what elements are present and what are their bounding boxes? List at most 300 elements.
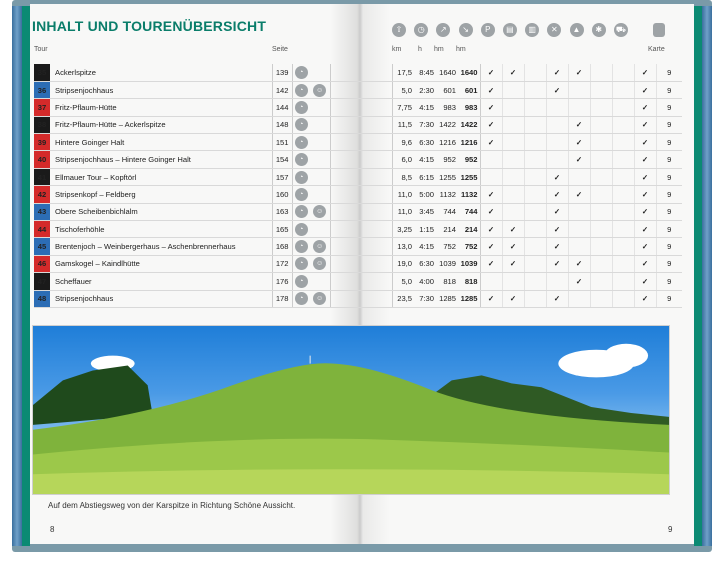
tour-hm-down: 214 xyxy=(458,221,480,238)
check-cell xyxy=(612,221,634,238)
check-cell xyxy=(590,168,612,185)
tour-hours: 7:30 xyxy=(414,290,436,307)
spacer xyxy=(330,221,392,238)
check-cell: ✓ xyxy=(568,151,590,168)
check-cell: ✓ xyxy=(546,81,568,98)
spacer xyxy=(330,203,392,220)
check-cell: ✓ xyxy=(634,238,656,255)
check-cell xyxy=(612,255,634,272)
tour-km: 3,25 xyxy=(392,221,414,238)
check-cell: ✓ xyxy=(634,151,656,168)
family-icon-cell xyxy=(310,151,330,168)
tour-name: Stripsenkopf – Feldberg xyxy=(50,186,272,203)
tour-hm-down: 1422 xyxy=(458,116,480,133)
restaurant-icon: ✕ xyxy=(547,23,561,37)
tour-km: 11,0 xyxy=(392,203,414,220)
check-cell xyxy=(590,64,612,81)
family-icon-cell xyxy=(310,81,330,98)
check-cell xyxy=(524,151,546,168)
check-cell xyxy=(590,203,612,220)
check-cell xyxy=(590,290,612,307)
difficulty-icon: ◔ xyxy=(295,84,308,97)
tour-page: 144 xyxy=(272,99,292,116)
tour-number: 38 xyxy=(34,116,50,133)
table-row xyxy=(34,134,682,151)
family-icon-cell xyxy=(310,221,330,238)
tour-hours: 7:30 xyxy=(414,116,436,133)
spacer xyxy=(330,64,392,81)
tour-hm-down: 1039 xyxy=(458,255,480,272)
check-cell: ✓ xyxy=(546,186,568,203)
tour-name: Ackerlspitze xyxy=(50,64,272,81)
difficulty-icon xyxy=(292,290,310,307)
table-row xyxy=(34,168,682,185)
tour-hm-up: 601 xyxy=(436,81,458,98)
check-cell: ✓ xyxy=(480,116,502,133)
check-cell xyxy=(502,99,524,116)
check-cell xyxy=(612,273,634,290)
check-cell xyxy=(568,203,590,220)
tour-hm-up: 752 xyxy=(436,238,458,255)
tour-map: 9 xyxy=(656,255,682,272)
hut-icon: ▲ xyxy=(570,23,584,37)
tour-hours: 4:15 xyxy=(414,99,436,116)
check-cell xyxy=(590,99,612,116)
check-cell xyxy=(524,81,546,98)
check-cell xyxy=(524,99,546,116)
spacer xyxy=(330,238,392,255)
difficulty-icon xyxy=(292,273,310,290)
tour-map: 9 xyxy=(656,186,682,203)
tour-km: 11,0 xyxy=(392,186,414,203)
check-cell: ✓ xyxy=(634,99,656,116)
page-number-left: 8 xyxy=(50,525,55,534)
tour-hours: 1:15 xyxy=(414,221,436,238)
check-cell xyxy=(502,186,524,203)
tour-hm-up: 1285 xyxy=(436,290,458,307)
tour-hm-up: 1255 xyxy=(436,168,458,185)
parking-icon: P xyxy=(481,23,495,37)
check-cell: ✓ xyxy=(546,168,568,185)
check-cell xyxy=(568,99,590,116)
tour-map: 9 xyxy=(656,134,682,151)
family-icon-cell xyxy=(310,134,330,151)
table-row xyxy=(34,151,682,168)
tour-number: 48 xyxy=(34,290,50,307)
check-cell xyxy=(524,168,546,185)
header-h: h xyxy=(418,46,422,53)
tour-hm-down: 1285 xyxy=(458,290,480,307)
tour-hm-down: 601 xyxy=(458,81,480,98)
family-icon: ☺ xyxy=(313,240,326,253)
check-cell: ✓ xyxy=(568,134,590,151)
tour-page: 172 xyxy=(272,255,292,272)
check-cell xyxy=(568,238,590,255)
check-cell: ✓ xyxy=(480,290,502,307)
check-cell: ✓ xyxy=(480,99,502,116)
check-cell: ✓ xyxy=(546,290,568,307)
difficulty-icon: ◔ xyxy=(295,188,308,201)
family-icon-cell xyxy=(310,168,330,185)
check-cell xyxy=(502,273,524,290)
tour-number: 44 xyxy=(34,221,50,238)
check-cell xyxy=(568,81,590,98)
check-cell: ✓ xyxy=(546,255,568,272)
tour-name: Brentenjoch – Weinbergerhaus – Aschenbrennerhaus xyxy=(50,238,272,255)
check-cell xyxy=(502,203,524,220)
family-icon: ☺ xyxy=(313,257,326,270)
tour-number: 39 xyxy=(34,134,50,151)
landscape-photo xyxy=(32,325,670,495)
tour-hm-up: 1039 xyxy=(436,255,458,272)
family-icon: ☺ xyxy=(313,84,326,97)
difficulty-icon: ◔ xyxy=(295,136,308,149)
family-icon: ☺ xyxy=(313,292,326,305)
tour-name: Fritz-Pflaum-Hütte xyxy=(50,99,272,116)
tour-number: 45 xyxy=(34,238,50,255)
tour-hm-up: 1640 xyxy=(436,64,458,81)
tour-map: 9 xyxy=(656,81,682,98)
spacer xyxy=(330,273,392,290)
table-row xyxy=(34,221,682,238)
tour-page: 178 xyxy=(272,290,292,307)
check-cell: ✓ xyxy=(502,221,524,238)
check-cell xyxy=(480,151,502,168)
tour-hm-up: 818 xyxy=(436,273,458,290)
tour-page: 165 xyxy=(272,221,292,238)
check-cell xyxy=(524,134,546,151)
check-cell: ✓ xyxy=(546,64,568,81)
photo-caption: Auf dem Abstiegsweg von der Karspitze in Richtung Schöne Aussicht. xyxy=(48,501,296,510)
clock-icon: ◷ xyxy=(414,23,428,37)
spacer xyxy=(330,186,392,203)
check-cell: ✓ xyxy=(546,238,568,255)
difficulty-icon: ◔ xyxy=(295,118,308,131)
difficulty-icon xyxy=(292,64,310,81)
tour-hm-up: 744 xyxy=(436,203,458,220)
check-cell xyxy=(502,168,524,185)
check-cell xyxy=(524,290,546,307)
check-cell: ✓ xyxy=(634,116,656,133)
check-cell: ✓ xyxy=(568,116,590,133)
tour-map: 9 xyxy=(656,168,682,185)
family-icon-cell xyxy=(310,255,330,272)
spacer xyxy=(330,151,392,168)
family-icon-cell xyxy=(310,99,330,116)
table-row xyxy=(34,255,682,272)
tour-page: 157 xyxy=(272,168,292,185)
tour-hm-down: 1255 xyxy=(458,168,480,185)
check-cell xyxy=(524,255,546,272)
tour-hm-up: 952 xyxy=(436,151,458,168)
tour-hours: 6:30 xyxy=(414,255,436,272)
family-icon-cell xyxy=(310,203,330,220)
check-cell xyxy=(480,168,502,185)
check-cell xyxy=(502,116,524,133)
tour-hm-down: 818 xyxy=(458,273,480,290)
hill-illustration xyxy=(33,326,669,494)
check-cell: ✓ xyxy=(634,81,656,98)
header-km: km xyxy=(392,46,402,53)
check-cell xyxy=(546,116,568,133)
tour-hm-up: 214 xyxy=(436,221,458,238)
difficulty-icon xyxy=(292,186,310,203)
check-cell: ✓ xyxy=(480,238,502,255)
tour-hm-down: 1640 xyxy=(458,64,480,81)
spacer xyxy=(330,134,392,151)
check-cell xyxy=(590,151,612,168)
tour-hm-down: 952 xyxy=(458,151,480,168)
check-cell xyxy=(502,134,524,151)
difficulty-icon: ◔ xyxy=(295,257,308,270)
tour-page: 139 xyxy=(272,64,292,81)
header-seite: Seite xyxy=(272,46,288,53)
bus-icon: ▤ xyxy=(503,23,517,37)
difficulty-icon xyxy=(292,203,310,220)
tour-hm-down: 744 xyxy=(458,203,480,220)
mountain-up-icon: ↗ xyxy=(436,23,450,37)
tour-map: 9 xyxy=(656,99,682,116)
tour-number: 41 xyxy=(34,168,50,185)
check-cell: ✓ xyxy=(568,64,590,81)
difficulty-icon: ◔ xyxy=(295,205,308,218)
check-cell xyxy=(524,186,546,203)
check-cell xyxy=(590,81,612,98)
check-cell xyxy=(546,151,568,168)
header-icon-row xyxy=(392,23,636,37)
check-cell: ✓ xyxy=(480,81,502,98)
tour-page: 163 xyxy=(272,203,292,220)
check-cell xyxy=(524,203,546,220)
header-hm-up: hm xyxy=(434,46,444,53)
difficulty-icon: ◔ xyxy=(295,275,308,288)
check-cell xyxy=(568,221,590,238)
difficulty-icon xyxy=(292,221,310,238)
tour-hm-down: 1132 xyxy=(458,186,480,203)
header-karte: Karte xyxy=(648,46,665,53)
tour-name: Obere Scheibenbichlalm xyxy=(50,203,272,220)
tour-number: 37 xyxy=(34,99,50,116)
family-icon-cell xyxy=(310,273,330,290)
check-cell xyxy=(524,221,546,238)
tour-hours: 6:30 xyxy=(414,134,436,151)
difficulty-icon: ◔ xyxy=(295,292,308,305)
check-cell xyxy=(612,134,634,151)
check-cell: ✓ xyxy=(502,290,524,307)
tour-table xyxy=(34,64,682,308)
green-bar-left xyxy=(22,6,30,546)
tour-name: Stripsenjochhaus xyxy=(50,81,272,98)
train-icon: ▥ xyxy=(525,23,539,37)
tour-name: Stripsenjochhaus – Hintere Goinger Halt xyxy=(50,151,272,168)
book-edge-left xyxy=(12,6,22,546)
tour-number: 42 xyxy=(34,186,50,203)
difficulty-icon: ◔ xyxy=(295,66,308,79)
check-cell: ✓ xyxy=(634,290,656,307)
table-row xyxy=(34,81,682,98)
book-edge-right xyxy=(702,6,712,546)
difficulty-icon: ◔ xyxy=(295,240,308,253)
check-cell: ✓ xyxy=(546,221,568,238)
page-title: INHALT UND TOURENÜBERSICHT xyxy=(32,18,267,34)
tour-hours: 3:45 xyxy=(414,203,436,220)
tour-name: Stripsenjochhaus xyxy=(50,290,272,307)
tour-hours: 4:00 xyxy=(414,273,436,290)
difficulty-icon: ◔ xyxy=(295,153,308,166)
tour-name: Fritz-Pflaum-Hütte – Ackerlspitze xyxy=(50,116,272,133)
tour-km: 5,0 xyxy=(392,81,414,98)
check-cell: ✓ xyxy=(568,186,590,203)
check-cell: ✓ xyxy=(634,273,656,290)
tour-hours: 5:00 xyxy=(414,186,436,203)
check-cell xyxy=(502,151,524,168)
tour-hm-up: 1216 xyxy=(436,134,458,151)
spacer xyxy=(330,290,392,307)
tour-km: 5,0 xyxy=(392,273,414,290)
cablecar-icon: ⛟ xyxy=(614,23,628,37)
check-cell: ✓ xyxy=(480,255,502,272)
check-cell: ✓ xyxy=(480,64,502,81)
check-cell xyxy=(590,255,612,272)
check-cell xyxy=(612,116,634,133)
tour-map: 9 xyxy=(656,203,682,220)
tour-page: 168 xyxy=(272,238,292,255)
tour-map: 9 xyxy=(656,290,682,307)
check-cell: ✓ xyxy=(480,221,502,238)
check-cell xyxy=(480,273,502,290)
family-icon-cell xyxy=(310,186,330,203)
tour-page: 160 xyxy=(272,186,292,203)
check-cell: ✓ xyxy=(634,168,656,185)
tour-hours: 6:15 xyxy=(414,168,436,185)
check-cell xyxy=(590,238,612,255)
family-icon-cell xyxy=(310,116,330,133)
check-cell: ✓ xyxy=(502,238,524,255)
table-row xyxy=(34,64,682,81)
check-cell xyxy=(590,134,612,151)
check-cell xyxy=(524,64,546,81)
tour-map: 9 xyxy=(656,151,682,168)
tour-map: 9 xyxy=(656,238,682,255)
table-row xyxy=(34,116,682,133)
tour-page: 142 xyxy=(272,81,292,98)
spacer xyxy=(330,255,392,272)
spacer xyxy=(330,81,392,98)
check-cell: ✓ xyxy=(634,255,656,272)
tour-map: 9 xyxy=(656,221,682,238)
signpost-icon: ⇧ xyxy=(392,23,406,37)
tour-number: 36 xyxy=(34,81,50,98)
tour-km: 8,5 xyxy=(392,168,414,185)
check-cell xyxy=(590,186,612,203)
tour-hm-down: 1216 xyxy=(458,134,480,151)
check-cell xyxy=(612,151,634,168)
table-row xyxy=(34,203,682,220)
tour-name: Gamskogel – Kaindlhütte xyxy=(50,255,272,272)
tour-km: 7,75 xyxy=(392,99,414,116)
difficulty-icon xyxy=(292,151,310,168)
table-row xyxy=(34,273,682,290)
tour-km: 11,5 xyxy=(392,116,414,133)
tour-hm-up: 983 xyxy=(436,99,458,116)
tour-hours: 2:30 xyxy=(414,81,436,98)
tour-map: 9 xyxy=(656,116,682,133)
check-cell: ✓ xyxy=(568,255,590,272)
family-icon-cell xyxy=(310,238,330,255)
difficulty-icon xyxy=(292,238,310,255)
tour-number: 46 xyxy=(34,255,50,272)
check-cell xyxy=(590,221,612,238)
tour-hm-down: 983 xyxy=(458,99,480,116)
check-cell: ✓ xyxy=(634,221,656,238)
check-cell xyxy=(546,273,568,290)
check-cell: ✓ xyxy=(634,186,656,203)
check-cell: ✓ xyxy=(546,203,568,220)
check-cell: ✓ xyxy=(502,255,524,272)
tour-km: 9,6 xyxy=(392,134,414,151)
header-tour: Tour xyxy=(34,46,48,53)
check-cell: ✓ xyxy=(480,203,502,220)
spacer xyxy=(330,168,392,185)
tour-hours: 4:15 xyxy=(414,151,436,168)
check-cell xyxy=(612,290,634,307)
tour-name: Scheffauer xyxy=(50,273,272,290)
check-cell xyxy=(546,99,568,116)
check-cell: ✓ xyxy=(634,203,656,220)
difficulty-icon xyxy=(292,168,310,185)
tour-number: 43 xyxy=(34,203,50,220)
check-cell xyxy=(612,81,634,98)
check-cell xyxy=(612,186,634,203)
tour-page: 148 xyxy=(272,116,292,133)
tour-name: Tischoferhöhle xyxy=(50,221,272,238)
spacer xyxy=(330,99,392,116)
tour-hm-down: 752 xyxy=(458,238,480,255)
check-cell xyxy=(612,203,634,220)
header-hm-down: hm xyxy=(456,46,466,53)
tour-hm-up: 1132 xyxy=(436,186,458,203)
difficulty-icon xyxy=(292,116,310,133)
check-cell xyxy=(546,134,568,151)
tour-map: 9 xyxy=(656,273,682,290)
check-cell xyxy=(612,99,634,116)
winter-icon: ✱ xyxy=(592,23,606,37)
check-cell: ✓ xyxy=(480,186,502,203)
difficulty-icon: ◔ xyxy=(295,101,308,114)
tour-page: 154 xyxy=(272,151,292,168)
tour-hours: 4:15 xyxy=(414,238,436,255)
mountain-down-icon: ↘ xyxy=(459,23,473,37)
check-cell xyxy=(612,64,634,81)
family-icon: ☺ xyxy=(313,205,326,218)
check-cell xyxy=(568,168,590,185)
green-bar-right xyxy=(694,6,702,546)
tour-page: 176 xyxy=(272,273,292,290)
check-cell: ✓ xyxy=(634,134,656,151)
family-icon-cell xyxy=(310,290,330,307)
check-cell: ✓ xyxy=(480,134,502,151)
table-row xyxy=(34,99,682,116)
tour-km: 17,5 xyxy=(392,64,414,81)
check-cell xyxy=(590,273,612,290)
difficulty-icon: ◔ xyxy=(295,223,308,236)
table-row xyxy=(34,238,682,255)
tour-hm-up: 1422 xyxy=(436,116,458,133)
check-cell xyxy=(524,238,546,255)
page-number-right: 9 xyxy=(668,525,673,534)
tour-number: 47 xyxy=(34,273,50,290)
check-cell: ✓ xyxy=(502,64,524,81)
